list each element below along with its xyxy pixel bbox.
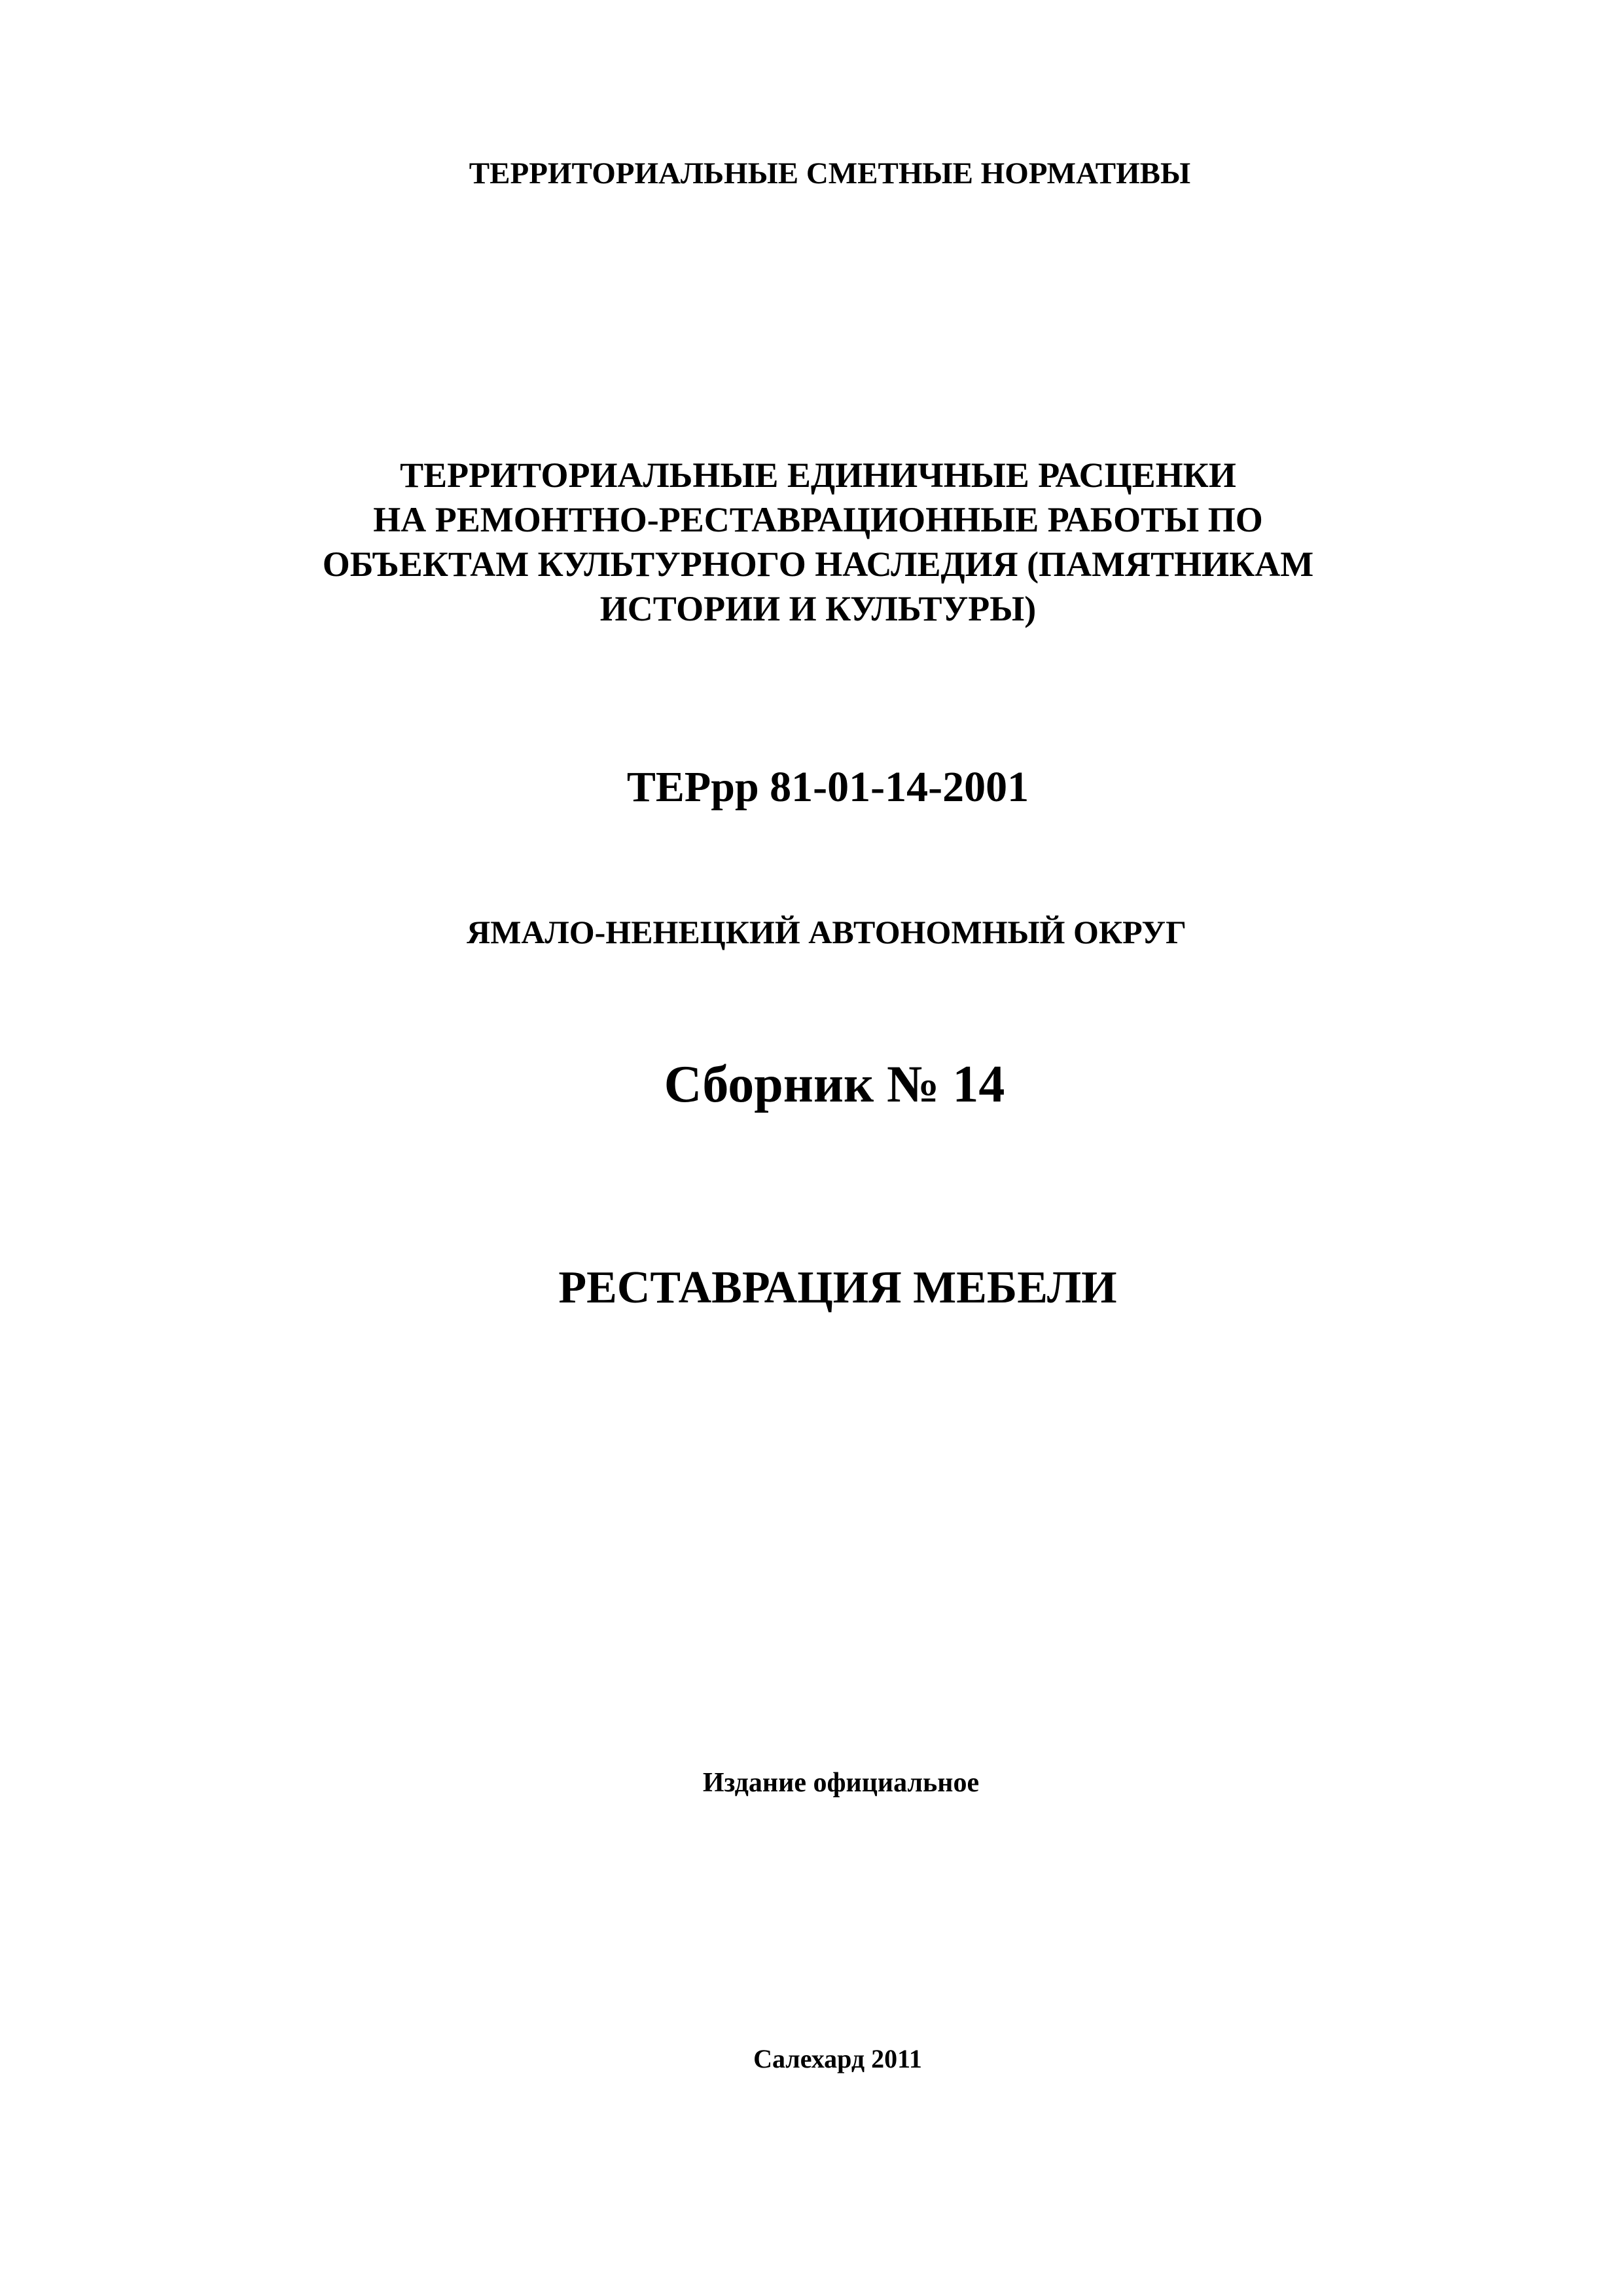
collection-subject: РЕСТАВРАЦИЯ МЕБЕЛИ — [558, 1263, 1117, 1313]
main-title — [0, 453, 1623, 631]
main-title-line-2: НА РЕМОНТНО-РЕСТАВРАЦИОННЫЕ РАБОТЫ ПО — [373, 500, 1263, 539]
main-title-line-3: ОБЪЕКТАМ КУЛЬТУРНОГО НАСЛЕДИЯ (ПАМЯТНИКАМ — [322, 545, 1314, 584]
city-year: Салехард 2011 — [753, 2044, 922, 2073]
main-title-line-1: ТЕРРИТОРИАЛЬНЫЕ ЕДИНИЧНЫЕ РАСЦЕНКИ — [400, 456, 1236, 495]
main-title-line-4: ИСТОРИИ И КУЛЬТУРЫ) — [599, 589, 1037, 628]
region-name: ЯМАЛО-НЕНЕЦКИЙ АВТОНОМНЫЙ ОКРУГ — [467, 914, 1186, 950]
series-title: ТЕРРИТОРИАЛЬНЫЕ СМЕТНЫЕ НОРМАТИВЫ — [469, 156, 1191, 190]
collection-number: Сборник № 14 — [664, 1056, 1005, 1113]
document-code: ТЕРрр 81-01-14-2001 — [626, 763, 1029, 811]
edition-note: Издание официальное — [702, 1768, 980, 1798]
